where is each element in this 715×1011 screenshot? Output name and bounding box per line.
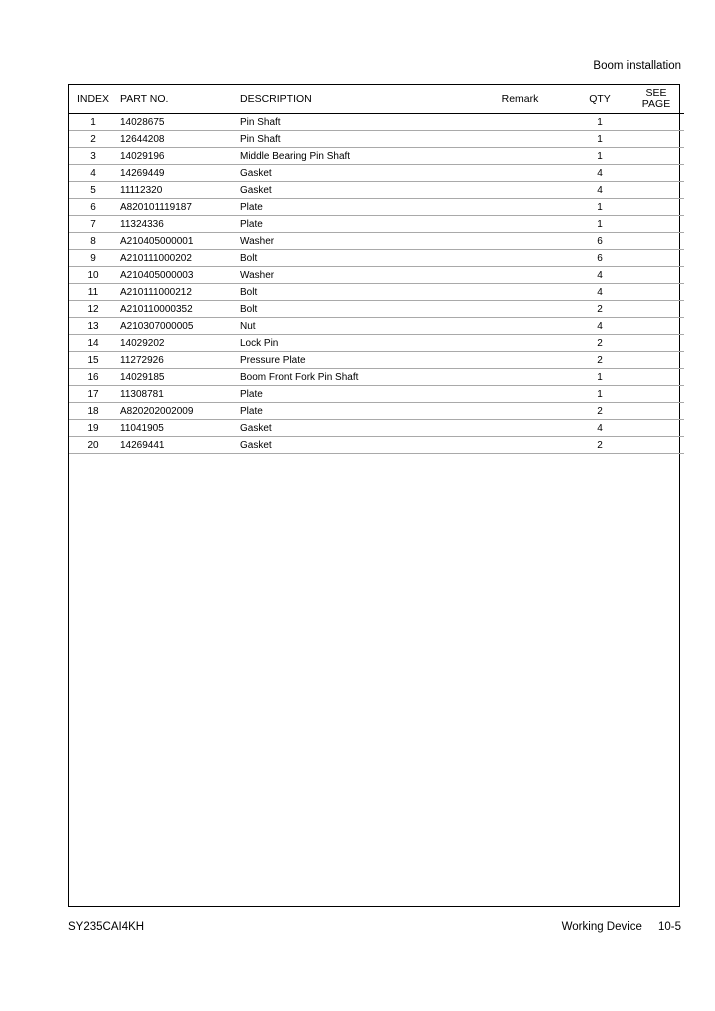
cell-remark xyxy=(468,114,572,131)
table-row xyxy=(69,182,684,199)
cell-remark xyxy=(468,386,572,403)
cell-qty: 1 xyxy=(572,148,628,165)
cell-remark xyxy=(468,131,572,148)
footer-section: Working Device xyxy=(561,921,642,933)
cell-index: 13 xyxy=(69,318,117,335)
cell-see-page xyxy=(628,267,684,284)
table-row xyxy=(69,301,684,318)
table-row xyxy=(69,335,684,352)
cell-remark xyxy=(468,352,572,369)
cell-qty: 1 xyxy=(572,386,628,403)
cell-part-no: 14269441 xyxy=(117,437,240,454)
cell-description: Nut xyxy=(240,318,468,335)
table-row xyxy=(69,318,684,335)
cell-description: Lock Pin xyxy=(240,335,468,352)
cell-see-page xyxy=(628,301,684,318)
cell-qty: 1 xyxy=(572,114,628,131)
cell-index: 4 xyxy=(69,165,117,182)
table-row xyxy=(69,165,684,182)
cell-part-no: 14029185 xyxy=(117,369,240,386)
cell-index: 3 xyxy=(69,148,117,165)
page-label: PAGE xyxy=(641,98,671,110)
cell-remark xyxy=(468,250,572,267)
section-title: Boom installation xyxy=(593,60,681,72)
model-code: SY235CAI4KH xyxy=(68,921,145,933)
cell-part-no: 11308781 xyxy=(117,386,240,403)
column-header-qty: QTY xyxy=(572,85,628,114)
cell-description: Plate xyxy=(240,199,468,216)
cell-index: 1 xyxy=(69,114,117,131)
table-row xyxy=(69,148,684,165)
table-row xyxy=(69,403,684,420)
cell-remark xyxy=(468,335,572,352)
cell-part-no: 14029196 xyxy=(117,148,240,165)
cell-index: 5 xyxy=(69,182,117,199)
cell-qty: 1 xyxy=(572,216,628,233)
cell-remark xyxy=(468,318,572,335)
cell-description: Gasket xyxy=(240,420,468,437)
cell-index: 2 xyxy=(69,131,117,148)
table-row xyxy=(69,267,684,284)
table-row xyxy=(69,216,684,233)
column-header-description: DESCRIPTION xyxy=(240,85,468,114)
cell-qty: 6 xyxy=(572,250,628,267)
cell-part-no: 11324336 xyxy=(117,216,240,233)
cell-see-page xyxy=(628,216,684,233)
cell-part-no: A210307000005 xyxy=(117,318,240,335)
table-row xyxy=(69,284,684,301)
cell-remark xyxy=(468,148,572,165)
cell-remark xyxy=(468,403,572,420)
cell-index: 18 xyxy=(69,403,117,420)
page-header xyxy=(593,60,681,72)
cell-remark xyxy=(468,437,572,454)
cell-qty: 2 xyxy=(572,403,628,420)
column-header-see-page xyxy=(628,85,684,114)
cell-description: Plate xyxy=(240,386,468,403)
cell-qty: 2 xyxy=(572,437,628,454)
cell-see-page xyxy=(628,233,684,250)
cell-remark xyxy=(468,284,572,301)
cell-remark xyxy=(468,369,572,386)
cell-description: Washer xyxy=(240,233,468,250)
cell-see-page xyxy=(628,165,684,182)
table-row xyxy=(69,250,684,267)
cell-index: 10 xyxy=(69,267,117,284)
cell-index: 14 xyxy=(69,335,117,352)
cell-qty: 4 xyxy=(572,420,628,437)
cell-remark xyxy=(468,233,572,250)
cell-part-no: A210111000212 xyxy=(117,284,240,301)
cell-part-no: 11112320 xyxy=(117,182,240,199)
cell-qty: 4 xyxy=(572,318,628,335)
parts-table-body xyxy=(69,114,684,454)
cell-see-page xyxy=(628,437,684,454)
table-header-row xyxy=(69,85,684,114)
column-header-part-no: PART NO. xyxy=(117,85,240,114)
table-row xyxy=(69,233,684,250)
cell-description: Gasket xyxy=(240,165,468,182)
cell-see-page xyxy=(628,318,684,335)
cell-description: Washer xyxy=(240,267,468,284)
cell-part-no: A210111000202 xyxy=(117,250,240,267)
table-row xyxy=(69,386,684,403)
cell-description: Gasket xyxy=(240,182,468,199)
cell-part-no: 11272926 xyxy=(117,352,240,369)
cell-index: 8 xyxy=(69,233,117,250)
cell-see-page xyxy=(628,386,684,403)
cell-see-page xyxy=(628,403,684,420)
cell-index: 6 xyxy=(69,199,117,216)
cell-index: 16 xyxy=(69,369,117,386)
cell-see-page xyxy=(628,352,684,369)
cell-qty: 1 xyxy=(572,131,628,148)
cell-description: Bolt xyxy=(240,301,468,318)
cell-see-page xyxy=(628,335,684,352)
cell-part-no: A210405000003 xyxy=(117,267,240,284)
cell-qty: 2 xyxy=(572,352,628,369)
cell-part-no: A820101119187 xyxy=(117,199,240,216)
cell-description: Gasket xyxy=(240,437,468,454)
see-label: SEE xyxy=(645,87,667,99)
cell-description: Bolt xyxy=(240,250,468,267)
cell-description: Bolt xyxy=(240,284,468,301)
cell-remark xyxy=(468,216,572,233)
cell-index: 7 xyxy=(69,216,117,233)
cell-index: 12 xyxy=(69,301,117,318)
cell-part-no: A210405000001 xyxy=(117,233,240,250)
cell-description: Pin Shaft xyxy=(240,114,468,131)
cell-remark xyxy=(468,301,572,318)
cell-qty: 4 xyxy=(572,182,628,199)
cell-remark xyxy=(468,420,572,437)
table-row xyxy=(69,369,684,386)
cell-see-page xyxy=(628,250,684,267)
table-row xyxy=(69,420,684,437)
cell-see-page xyxy=(628,114,684,131)
cell-see-page xyxy=(628,420,684,437)
table-row xyxy=(69,437,684,454)
cell-qty: 6 xyxy=(572,233,628,250)
cell-part-no: 14029202 xyxy=(117,335,240,352)
table-row xyxy=(69,199,684,216)
cell-remark xyxy=(468,267,572,284)
cell-index: 17 xyxy=(69,386,117,403)
cell-see-page xyxy=(628,369,684,386)
table-row xyxy=(69,131,684,148)
cell-description: Pressure Plate xyxy=(240,352,468,369)
cell-qty: 1 xyxy=(572,199,628,216)
cell-description: Plate xyxy=(240,403,468,420)
cell-part-no: A210110000352 xyxy=(117,301,240,318)
cell-index: 19 xyxy=(69,420,117,437)
cell-qty: 4 xyxy=(572,165,628,182)
cell-description: Plate xyxy=(240,216,468,233)
cell-qty: 4 xyxy=(572,284,628,301)
cell-qty: 4 xyxy=(572,267,628,284)
table-row xyxy=(69,352,684,369)
column-header-index: INDEX xyxy=(69,85,117,114)
cell-index: 20 xyxy=(69,437,117,454)
cell-qty: 1 xyxy=(572,369,628,386)
page-number: 10-5 xyxy=(657,921,681,933)
cell-see-page xyxy=(628,199,684,216)
column-header-remark: Remark xyxy=(468,85,572,114)
cell-part-no: 14269449 xyxy=(117,165,240,182)
cell-part-no: A820202002009 xyxy=(117,403,240,420)
cell-qty: 2 xyxy=(572,301,628,318)
cell-see-page xyxy=(628,284,684,301)
cell-part-no: 11041905 xyxy=(117,420,240,437)
cell-description: Boom Front Fork Pin Shaft xyxy=(240,369,468,386)
footer-right xyxy=(562,921,681,933)
cell-see-page xyxy=(628,131,684,148)
cell-see-page xyxy=(628,148,684,165)
cell-index: 15 xyxy=(69,352,117,369)
parts-list-frame xyxy=(68,84,680,907)
cell-description: Middle Bearing Pin Shaft xyxy=(240,148,468,165)
cell-index: 11 xyxy=(69,284,117,301)
cell-see-page xyxy=(628,182,684,199)
cell-description: Pin Shaft xyxy=(240,131,468,148)
table-row xyxy=(69,114,684,131)
cell-remark xyxy=(468,165,572,182)
cell-part-no: 14028675 xyxy=(117,114,240,131)
cell-remark xyxy=(468,199,572,216)
cell-part-no: 12644208 xyxy=(117,131,240,148)
parts-table xyxy=(69,85,684,454)
cell-remark xyxy=(468,182,572,199)
cell-qty: 2 xyxy=(572,335,628,352)
cell-index: 9 xyxy=(69,250,117,267)
